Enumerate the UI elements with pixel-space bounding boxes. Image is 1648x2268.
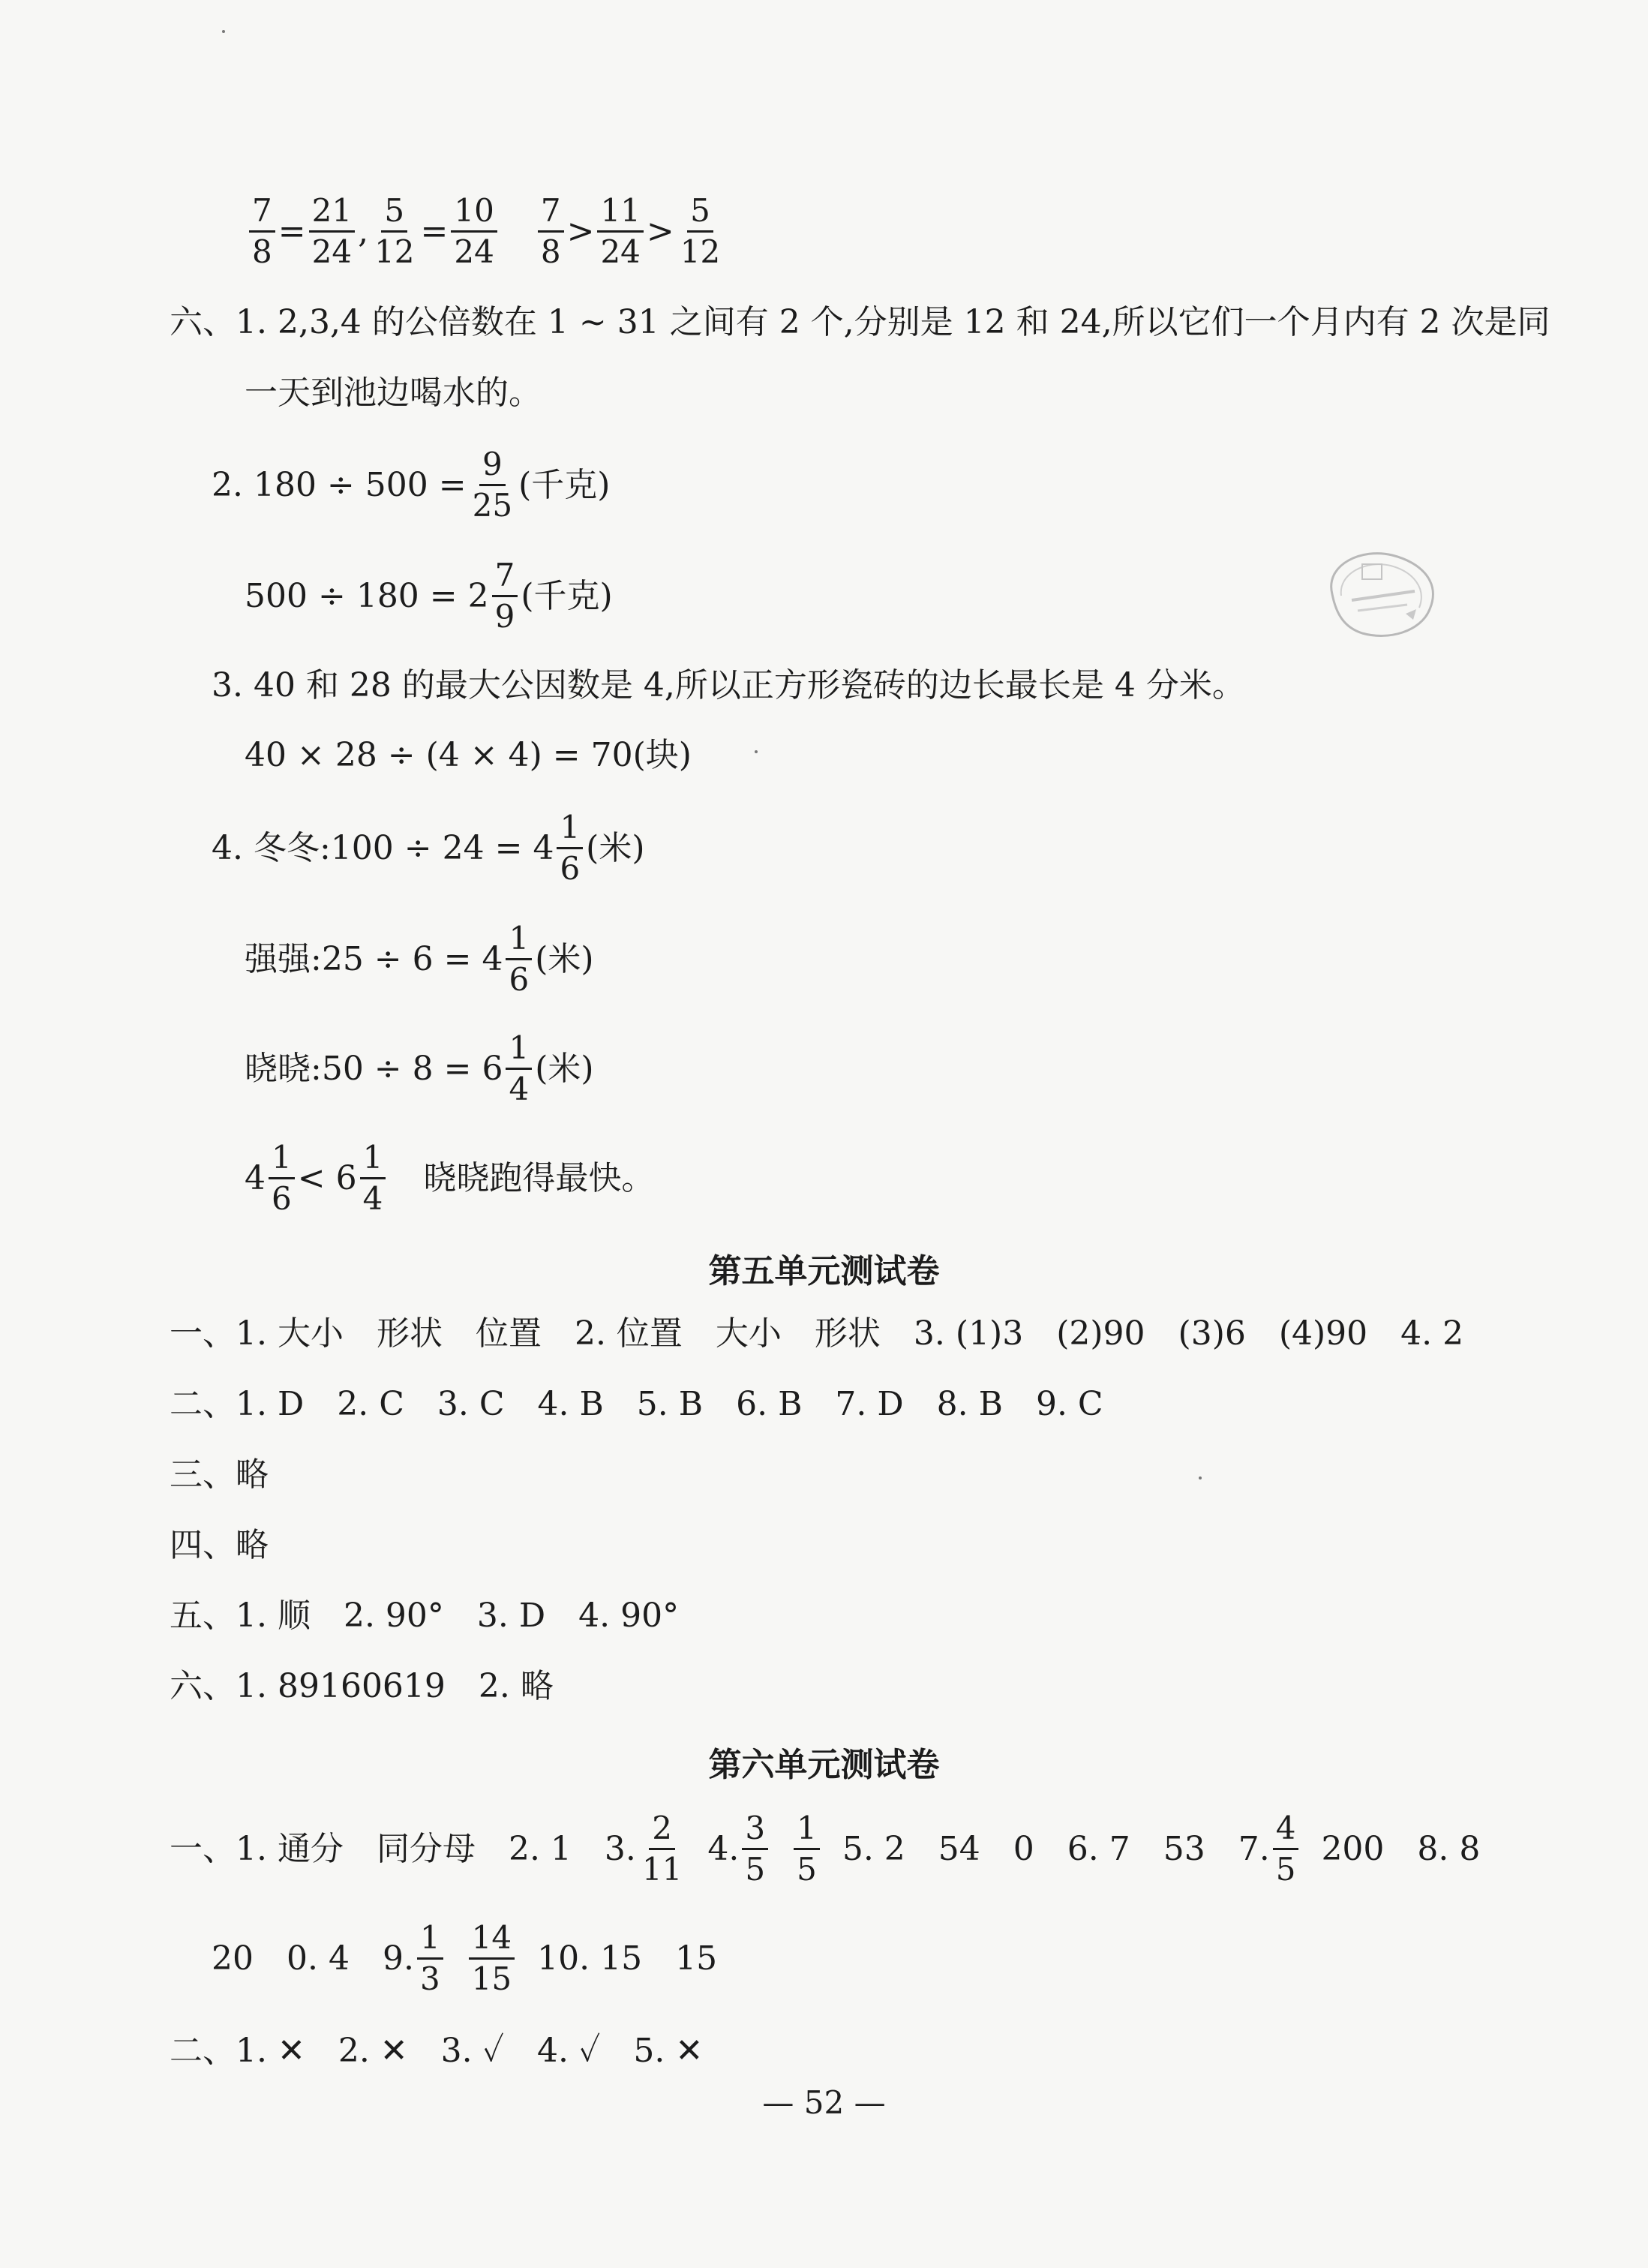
seal-stamp-icon: [1317, 542, 1445, 647]
answer-line: 一、1. 大小 形状 位置 2. 位置 大小 形状 3. (1)3 (2)90 (3)6 (4)90 4. 2: [170, 1314, 1464, 1353]
answer-line: 一、1. 通分 同分母 2. 1 3. $\frac{2}{11}$ 4. $\frac{3}{5}$ $\frac{1}{5}$ 5. 2 54 0 6. 7 53 7. $\frac{4}{5}$ 200 8. 8: [170, 1810, 1481, 1888]
equals-sign: =: [420, 212, 449, 251]
fraction: $\frac{7}{9}$: [492, 558, 518, 634]
fraction: $\frac{7}{8}$: [538, 194, 564, 269]
answer-line: 二、1. ✕ 2. ✕ 3. ✓ 4. ✓ 5. ✕: [170, 2032, 704, 2070]
fraction: $\frac{1}{6}$: [269, 1140, 295, 1216]
answer-line: 3. 40 和 28 的最大公因数是 4,所以正方形瓷砖的边长最长是 4 分米。: [212, 666, 1245, 704]
fraction: $\frac{4}{5}$: [1273, 1811, 1299, 1887]
answer-line: 40 × 28 ÷ (4 × 4) = 70(块): [245, 736, 692, 774]
fraction: $\frac{3}{5}$: [742, 1811, 768, 1887]
fraction: $\frac{1}{5}$: [794, 1811, 820, 1887]
equals-sign: =: [278, 212, 306, 251]
fraction: $\frac{1}{4}$: [360, 1140, 386, 1216]
fraction: $\frac{7}{8}$: [249, 194, 275, 269]
fraction: $\frac{5}{12}$: [680, 192, 721, 271]
greater-than-sign: >: [566, 212, 595, 251]
fraction: $\frac{10}{24}$: [451, 194, 497, 269]
fraction: $\frac{1}{6}$: [506, 921, 532, 997]
fraction-comparison-line: [246, 194, 726, 269]
answer-line: 20 0. 4 9. $\frac{1}{3}$ $\frac{14}{15}$ 10. 15 15: [212, 1919, 718, 1998]
answer-line: 强强:25 ÷ 6 = 4 $\frac{1}{6}$ (米): [245, 920, 594, 999]
answer-line: 晓晓:50 ÷ 8 = 6 $\frac{1}{4}$ (米): [245, 1029, 594, 1108]
answer-line: 三、略: [170, 1455, 269, 1494]
answer-line: 六、1. 2,3,4 的公倍数在 1 ~ 31 之间有 2 个,分别是 12 和 24,所以它们一个月内有 2 次是同: [170, 303, 1550, 341]
fraction: $\frac{1}{3}$: [417, 1921, 443, 1996]
fraction: $\frac{21}{24}$: [309, 194, 355, 269]
scan-speck: [1199, 1476, 1202, 1479]
fraction: $\frac{2}{11}$: [641, 1810, 683, 1888]
answer-line: 五、1. 顺 2. 90° 3. D 4. 90°: [170, 1597, 680, 1635]
page-number: — 52 —: [762, 2084, 886, 2121]
comma: ,: [358, 212, 369, 251]
fraction: $\frac{14}{15}$: [469, 1921, 515, 1996]
answer-line: 2. 180 ÷ 500 = $\frac{9}{25}$ (千克): [212, 446, 611, 524]
answer-line: 4 $\frac{1}{6}$ < 6 $\frac{1}{4}$ 晓晓跑得最快。: [245, 1139, 655, 1218]
answer-line: 500 ÷ 180 = 2 $\frac{7}{9}$ (千克): [245, 557, 613, 635]
answer-line: 六、1. 89160619 2. 略: [170, 1667, 554, 1705]
section-heading: 第六单元测试卷: [708, 1746, 940, 1784]
scan-speck: [222, 30, 225, 33]
answer-line: 一天到池边喝水的。: [245, 374, 542, 412]
fraction: $\frac{5}{12}$: [374, 192, 415, 271]
section-heading: 第五单元测试卷: [708, 1252, 940, 1290]
fraction: $\frac{9}{25}$: [472, 446, 513, 524]
scan-speck: [755, 750, 758, 753]
greater-than-sign: >: [646, 212, 674, 251]
fraction: $\frac{1}{4}$: [506, 1031, 532, 1107]
fraction: $\frac{11}{24}$: [597, 194, 643, 269]
fraction: $\frac{1}{6}$: [557, 810, 583, 886]
answer-line: 四、略: [170, 1526, 269, 1564]
answer-line: 4. 冬冬:100 ÷ 24 = 4 $\frac{1}{6}$ (米): [212, 809, 645, 888]
answer-line: 二、1. D 2. C 3. C 4. B 5. B 6. B 7. D 8. B 9. C: [170, 1385, 1103, 1423]
